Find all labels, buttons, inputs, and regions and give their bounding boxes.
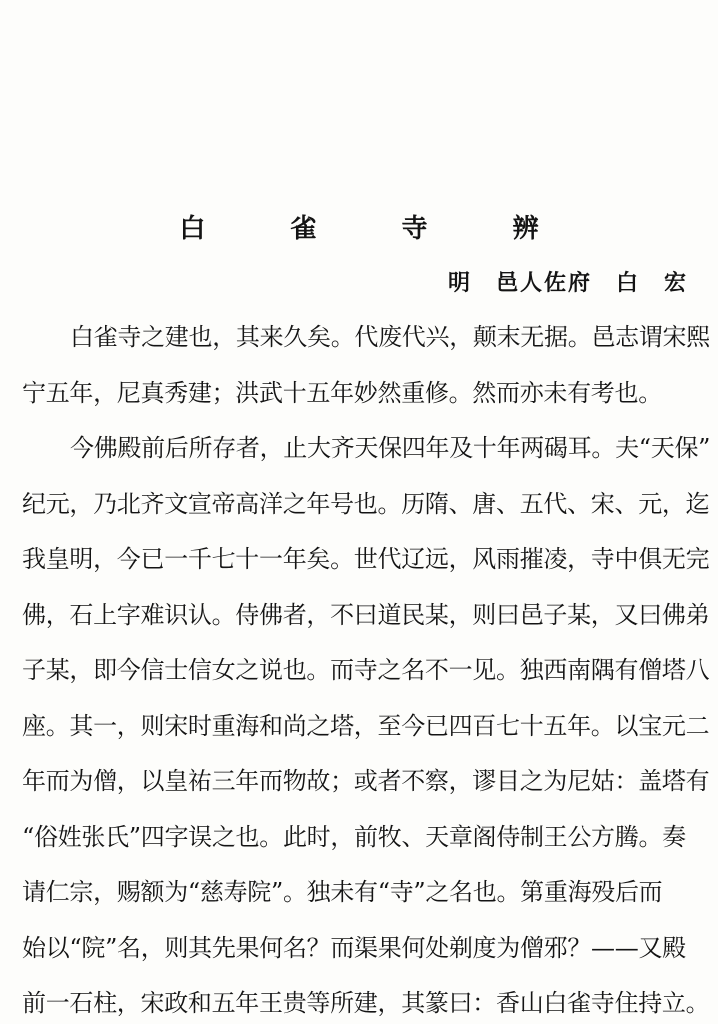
text-line: 始以“院”名，则其先果何名？而渠果何处剃度为僧邪？——又殿	[22, 933, 686, 962]
text-line: 佛，石上字难识认。侍佛者，不曰道民某，则曰邑子某，又曰佛弟	[22, 600, 710, 629]
text-line: 白雀寺之建也，其来久矣。代废代兴，颠末无据。邑志谓宋熙	[70, 323, 710, 351]
document-body	[22, 310, 711, 1024]
text-line: 宁五年，尼真秀建；洪武十五年妙然重修。然而亦未有考也。	[22, 378, 662, 407]
text-line: 纪元，乃北齐文宣帝高洋之年号也。历隋、唐、五代、宋、元，迄	[22, 489, 710, 518]
text-line: 子某，即今信士信女之说也。而寺之名不一见。独西南隅有僧塔八	[22, 656, 710, 684]
author-line: 明 邑人佐府 白 宏	[447, 270, 688, 296]
text-line: 今佛殿前后所存者，止大齐天保四年及十年两碣耳。夫“天保”	[70, 434, 711, 462]
document-title: 白 雀 寺 辨	[179, 214, 577, 244]
text-line: 年而为僧，以皇祐三年而物故；或者不察，谬目之为尼姑：盖塔有	[22, 767, 710, 795]
text-line: 我皇明，今已一千七十一年矣。世代辽远，风雨摧凌，寺中俱无完	[22, 545, 710, 573]
text-line: 座。其一，则宋时重海和尚之塔，至今已四百七十五年。以宝元二	[22, 711, 710, 740]
text-line: 前一石柱，宋政和五年王贵等所建，其篆曰：香山白雀寺住持立。	[22, 989, 710, 1017]
text-line: “俗姓张氏”四字误之也。此时，前牧、天章阁侍制王公方腾。奏	[22, 822, 686, 851]
text-line: 请仁宗，赐额为“慈寿院”。独未有“寺”之名也。第重海殁后而	[22, 878, 663, 906]
